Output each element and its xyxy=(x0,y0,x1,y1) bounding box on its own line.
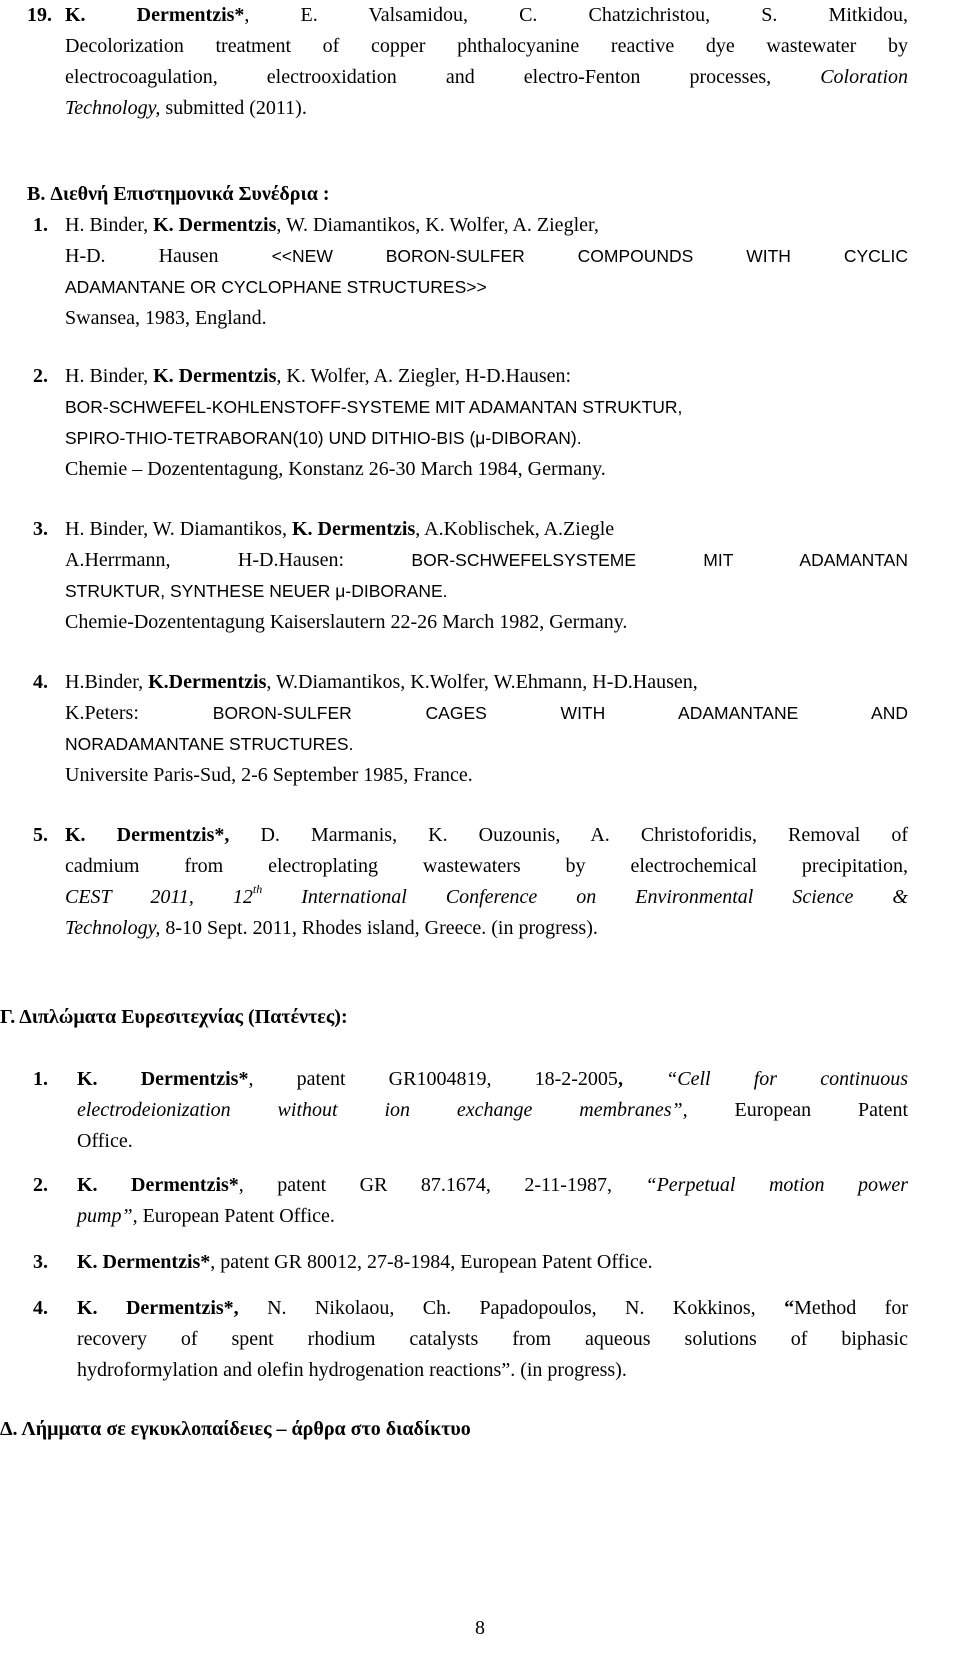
patent-title: “Perpetual motion power xyxy=(645,1174,908,1196)
co-authors: , K. Wolfer, A. Ziegler, H-D.Hausen: xyxy=(276,365,572,387)
authors-line xyxy=(65,361,571,392)
title-text: electrocoagulation, electrooxidation and electro-Fenton processes, xyxy=(65,66,821,88)
quote-mark: “ xyxy=(784,1297,795,1319)
author: H-D. Hausen xyxy=(65,245,272,267)
author-highlight: K. Dermentzis*, xyxy=(65,824,230,846)
patent-number: , patent GR 87.1674, 2-11-1987, xyxy=(238,1174,646,1196)
ordinal-suffix: th xyxy=(252,882,263,897)
patent-title: electrodeionization without ion exchange membranes”, xyxy=(77,1099,688,1121)
author-highlight: K.Dermentzis xyxy=(148,671,267,693)
section-heading-b: B. Διεθνή Επιστημονικά Συνέδρια : xyxy=(27,183,330,205)
author-highlight: K. Dermentzis* xyxy=(77,1251,211,1273)
title-line: STRUKTUR, SYNTHESE NEUER μ-DIBORANE. xyxy=(65,581,448,601)
patent-line xyxy=(77,1247,653,1278)
co-authors-title: D. Marmanis, K. Ouzounis, A. Christoforidis, Removal of xyxy=(229,824,908,846)
author: H. Binder, xyxy=(65,214,154,236)
patent-title: Method for xyxy=(794,1297,908,1319)
conference-name: International Conference on Environmental Science & xyxy=(262,886,908,908)
item-number: 2. xyxy=(33,1174,48,1196)
author-highlight: K. Dermentzis xyxy=(291,518,416,540)
title-line: ADAMANTANE OR CYCLOPHANE STRUCTURES>> xyxy=(65,277,487,297)
patent-line: hydroformylation and olefin hydrogenation reactions”. (in progress). xyxy=(77,1359,627,1381)
item-number: 4. xyxy=(33,671,48,693)
journal-line xyxy=(65,93,307,124)
author: A.Herrmann, H-D.Hausen: xyxy=(65,549,412,571)
conference-name: Technology, xyxy=(65,917,161,939)
venue-line: Universite Paris-Sud, 2-6 September 1985, France. xyxy=(65,764,473,786)
title-text: BOR-SCHWEFELSYSTEME MIT ADAMANTAN xyxy=(411,550,908,570)
venue-line: Swansea, 1983, England. xyxy=(65,307,267,329)
venue-line xyxy=(65,913,598,944)
conference-line xyxy=(65,882,908,913)
patent-line xyxy=(77,1095,908,1126)
title-line xyxy=(65,545,908,576)
title-line: Decolorization treatment of copper phthalocyanine reactive dye wastewater by xyxy=(65,35,908,57)
author-highlight: K. Dermentzis xyxy=(153,365,277,387)
authors-line xyxy=(65,0,908,31)
authors-line xyxy=(65,667,698,698)
patent-title: “Cell for continuous xyxy=(622,1068,908,1090)
author: H. Binder, W. Diamantikos, xyxy=(65,518,292,540)
patent-office: European Patent Office. xyxy=(137,1205,335,1227)
authors-line xyxy=(65,820,908,851)
co-authors: , A.Koblischek, A.Ziegle xyxy=(415,518,615,540)
patent-number: , patent GR1004819, 18-2-2005 xyxy=(248,1068,618,1090)
venue-line: Chemie-Dozententagung Kaiserslautern 22-26 March 1982, Germany. xyxy=(65,611,628,633)
item-number: 1. xyxy=(33,1068,48,1090)
patent-line: Office. xyxy=(77,1130,133,1152)
authors-line xyxy=(65,514,614,545)
patent-line xyxy=(77,1064,908,1095)
conference-name: CEST 2011, 12 xyxy=(65,886,253,908)
title-text: BORON-SULFER CAGES WITH ADAMANTANE AND xyxy=(212,703,908,723)
title-line xyxy=(65,62,908,93)
patent-details: , patent GR 80012, 27-8-1984, European Patent Office. xyxy=(210,1251,653,1273)
title-text: <<NEW BORON-SULFER COMPOUNDS WITH CYCLIC xyxy=(271,246,908,266)
item-number: 3. xyxy=(33,1251,48,1273)
author-highlight: K. Dermentzis xyxy=(153,214,277,236)
journal-name: Technology, xyxy=(65,97,161,119)
patent-office: European Patent xyxy=(687,1099,908,1121)
patent-line xyxy=(77,1201,335,1232)
patent-line xyxy=(77,1170,908,1201)
co-authors: , W. Diamantikos, K. Wolfer, A. Ziegler, xyxy=(276,214,599,236)
patent-title: pump”, xyxy=(77,1205,138,1227)
author-highlight: K. Dermentzis* xyxy=(65,4,245,26)
author-highlight: K. Dermentzis* xyxy=(77,1068,249,1090)
author-highlight: K. Dermentzis* xyxy=(77,1174,239,1196)
item-number: 19. xyxy=(27,4,52,26)
title-line: cadmium from electroplating wastewaters by electrochemical precipitation, xyxy=(65,855,908,877)
venue-line: Chemie – Dozententagung, Konstanz 26-30 March 1984, Germany. xyxy=(65,458,606,480)
page-number: 8 xyxy=(475,1617,485,1639)
title-line xyxy=(65,698,908,729)
item-number: 5. xyxy=(33,824,48,846)
title-line: BOR-SCHWEFEL-KOHLENSTOFF-SYSTEME MIT ADAMANTAN STRUKTUR, xyxy=(65,397,683,417)
patent-line xyxy=(77,1293,908,1324)
item-number: 1. xyxy=(33,214,48,236)
author: K.Peters: xyxy=(65,702,213,724)
author: H.Binder, xyxy=(65,671,149,693)
co-authors: , E. Valsamidou, C. Chatzichristou, S. Mitkidou, xyxy=(244,4,908,26)
title-line: SPIRO-THIO-TETRABORAN(10) UND DITHIO-BIS (μ-DIBORAN). xyxy=(65,428,582,448)
co-authors: N. Nikolaou, Ch. Papadopoulos, N. Kokkinos, xyxy=(238,1297,785,1319)
section-heading-d: Δ. Λήμματα σε εγκυκλοπαίδειες – άρθρα στο διαδίκτυο xyxy=(0,1418,471,1440)
item-number: 2. xyxy=(33,365,48,387)
title-line xyxy=(65,241,908,272)
section-heading-c: Γ. Διπλώματα Ευρεσιτεχνίας (Πατέντες): xyxy=(0,1006,348,1028)
authors-line xyxy=(65,210,599,241)
author-highlight: K. Dermentzis*, xyxy=(77,1297,239,1319)
patent-line: recovery of spent rhodium catalysts from aqueous solutions of biphasic xyxy=(77,1328,908,1350)
title-line: NORADAMANTANE STRUCTURES. xyxy=(65,734,354,754)
item-number: 4. xyxy=(33,1297,48,1319)
item-number: 3. xyxy=(33,518,48,540)
co-authors: , W.Diamantikos, K.Wolfer, W.Ehmann, H-D.Hausen, xyxy=(266,671,698,693)
venue-text: 8-10 Sept. 2011, Rhodes island, Greece. (in progress). xyxy=(160,917,598,939)
status-text: submitted (2011). xyxy=(160,97,307,119)
author: H. Binder, xyxy=(65,365,154,387)
journal-name: Coloration xyxy=(820,66,908,88)
punctuation: , xyxy=(617,1068,623,1090)
